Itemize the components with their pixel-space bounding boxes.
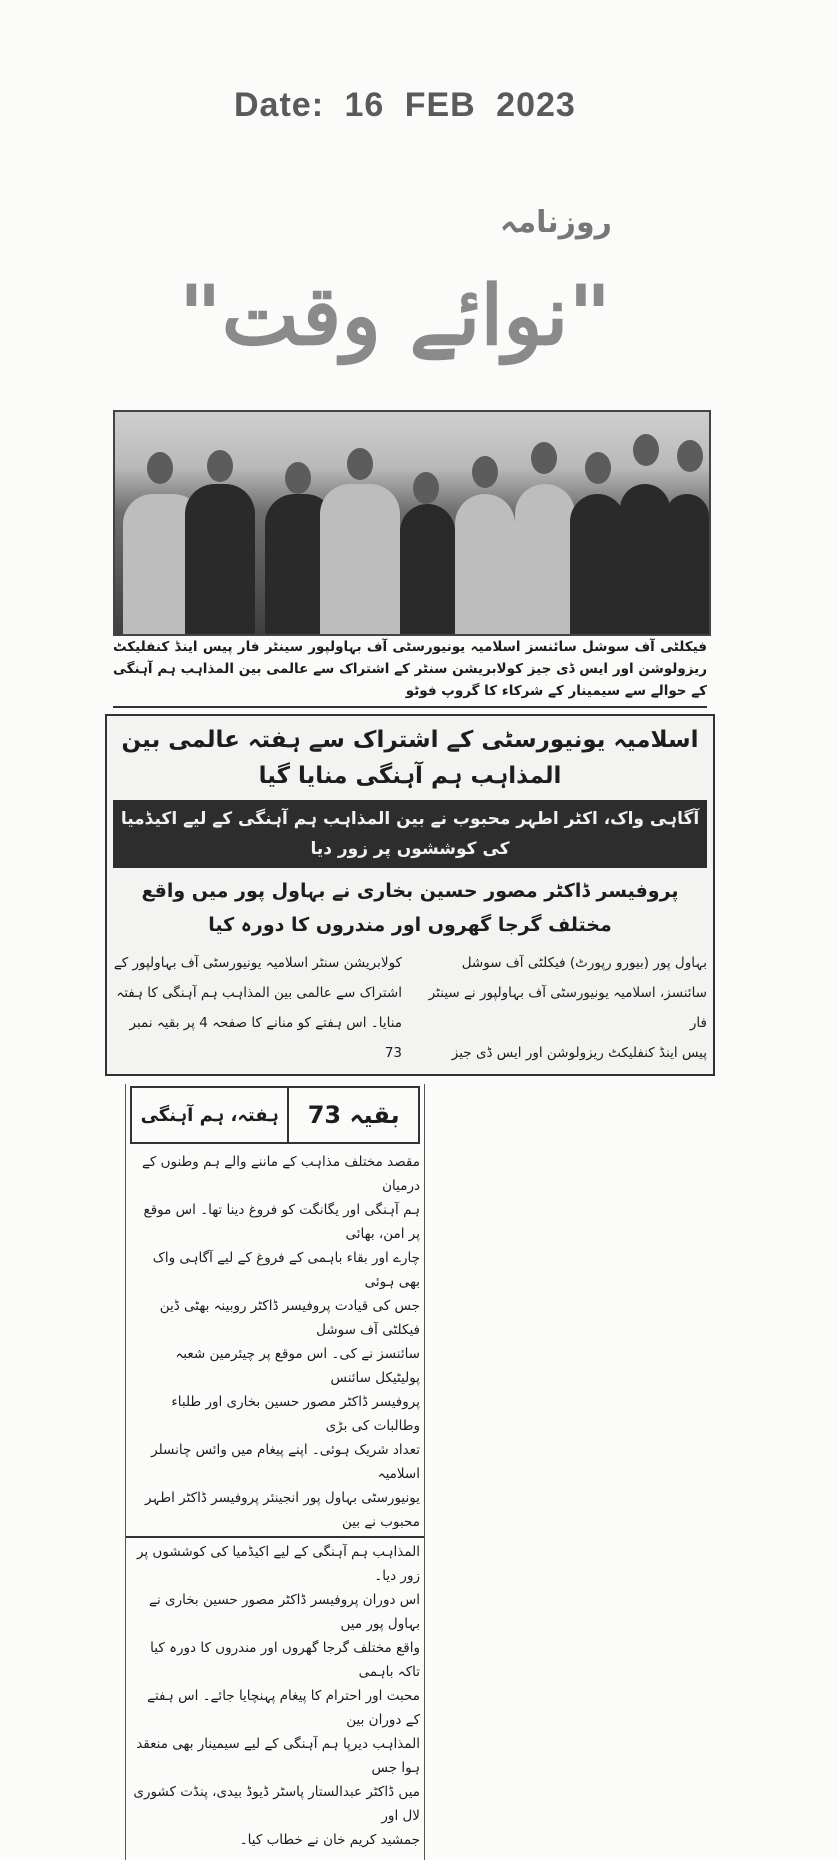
masthead-prefix: روزنامہ [500, 205, 612, 240]
photo-figure-head [413, 472, 439, 504]
body-line: یونیورسٹی بہاول پور انجینئر پروفیسر ڈاکٹر اطہر محبوب نے بین [144, 1490, 420, 1530]
photo-figure-head [347, 448, 373, 480]
news-article [105, 714, 715, 1076]
body-line: کولابریشن سنٹر اسلامیہ یونیورسٹی آف بہاولپور کے [113, 955, 402, 971]
photo-figure [185, 484, 255, 634]
photo-figure [665, 494, 709, 634]
body-line: ہم آہنگی اور یگانگت کو فروغ دینا تھا۔ اس موقع پر امن، بھائی [143, 1202, 420, 1242]
body-line: مقصد مختلف مذاہب کے ماننے والے ہم وطنوں کے درمیان [141, 1154, 420, 1194]
body-line: المذاہب ہم آہنگی کے لیے اکیڈمیا کی کوششوں پر زور دیا۔ [136, 1544, 420, 1584]
group-photo [113, 410, 711, 636]
body-line: تعداد شریک ہوئی۔ اپنے پیغام میں وائس چانسلر اسلامیہ [151, 1442, 420, 1482]
photo-figure [620, 484, 670, 634]
photo-figure-head [633, 434, 659, 466]
body-line: اس دوران پروفیسر ڈاکٹر مصور حسین بخاری نے بہاول پور میں [149, 1592, 420, 1632]
photo-caption: فیکلٹی آف سوشل سائنسز اسلامیہ یونیورسٹی آف بہاولپور سینٹر فار پیس اینڈ کنفلیکٹ ریزولوشن اور ایس ڈی جیز کولابریشن سنٹر کے اشتراک سے عالمی بین المذاہب ہم آہنگی کے حوالے سے سیمینار کے شرکاء کا گروپ فوٹو [113, 636, 707, 708]
continuation-section [125, 1084, 425, 1860]
article-body [113, 948, 707, 1068]
continuation-topic: ہفتہ، ہم آہنگی [140, 1104, 279, 1126]
photo-figure-head [531, 442, 557, 474]
body-line: سائنسز نے کی۔ اس موقع پر چیئرمین شعبہ پولیٹیکل سائنس [175, 1346, 420, 1386]
continuation-body [130, 1150, 420, 1852]
body-line: چارے اور بقاء باہمی کے فروغ کے لیے آگاہی واک بھی ہوئی [152, 1250, 420, 1290]
body-line: محبت اور احترام کا پیغام پہنچایا جائے۔ اس ہفتے کے دوران بین [147, 1688, 420, 1728]
article-second-subheadline: پروفیسر ڈاکٹر مصور حسین بخاری نے بہاول پور میں واقع مختلف گرجا گھروں اور مندروں کا دورہ کیا [141, 880, 679, 936]
article-subheadline: آگاہی واک، اکٹر اطہر محبوب نے بین المذاہب ہم آہنگی کے لیے اکیڈمیا کی کوششوں پر زور دیا [113, 800, 707, 868]
body-line: پروفیسر ڈاکٹر مصور حسین بخاری اور طلباء وطالبات کی بڑی [171, 1394, 420, 1434]
body-line: واقع مختلف گرجا گھروں اور مندروں کا دورہ کیا تاکہ باہمی [150, 1640, 420, 1680]
body-line: سائنسز، اسلامیہ یونیورسٹی آف بہاولپور نے سینٹر فار [428, 985, 707, 1031]
photo-figure [570, 494, 625, 634]
continuation-label: بقیہ 73 [287, 1088, 418, 1142]
photo-figure-head [207, 450, 233, 482]
article-column [418, 948, 707, 1068]
body-line: جس کی قیادت پروفیسر ڈاکٹر روبینہ بھٹی ڈین فیکلٹی آف سوشل [159, 1298, 420, 1338]
photo-figure-head [472, 456, 498, 488]
continuation-header [130, 1086, 420, 1144]
newspaper-masthead: "نوائے وقت" [178, 268, 612, 364]
photo-figure [320, 484, 400, 634]
photo-figure [515, 484, 575, 634]
photo-figure [400, 504, 455, 634]
photo-figure-head [147, 452, 173, 484]
body-line: بہاول پور (بیورو رپورٹ) فیکلٹی آف سوشل [461, 955, 707, 971]
body-line: اشتراک سے عالمی بین المذاہب ہم آہنگی کا ہفتہ [116, 985, 402, 1001]
date-stamp: Date: 16 FEB 2023 [234, 86, 576, 124]
photo-figure-head [285, 462, 311, 494]
section-divider [126, 1536, 424, 1538]
body-line: منایا۔ اس ہفتے کو منانے کا صفحہ 4 پر بقیہ نمبر 73 [129, 1015, 402, 1061]
article-column [113, 948, 402, 1068]
body-line: پیس اینڈ کنفلیکٹ ریزولوشن اور ایس ڈی جیز [451, 1045, 707, 1061]
body-line: میں ڈاکٹر عبدالستار پاسٹر ڈیوڈ بیدی، پنڈت کشوری لال اور [133, 1784, 420, 1824]
body-line: جمشید کریم خان نے خطاب کیا۔ [239, 1832, 420, 1848]
photo-figure-head [677, 440, 703, 472]
body-line: المذاہب دیرپا ہم آہنگی کے لیے سیمینار بھی منعقد ہوا جس [136, 1736, 420, 1776]
photo-figure-head [585, 452, 611, 484]
clipping-flow [0, 636, 839, 1860]
article-headline: اسلامیہ یونیورسٹی کے اشتراک سے ہفتہ عالمی بین المذاہب ہم آہنگی منایا گیا [121, 727, 699, 789]
photo-figure [455, 494, 515, 634]
